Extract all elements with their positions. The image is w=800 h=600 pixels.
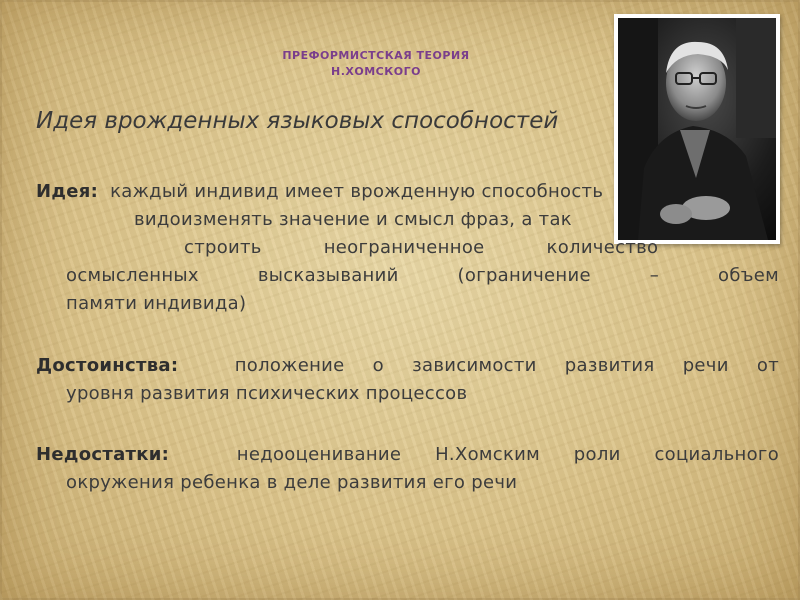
idea-line-1: каждый индивид имеет врожденную способность (110, 181, 604, 202)
slide-subtitle: Идея врожденных языковых способностей (36, 108, 559, 134)
title-line-1: ПРЕФОРМИСТСКАЯ ТЕОРИЯ (282, 49, 470, 62)
slide-title (236, 48, 516, 80)
drawbacks-line-2: окружения ребенка в деле развития его речи (66, 472, 518, 493)
drawbacks-label: Недостатки: (36, 444, 170, 465)
idea-line-2: видоизменять значение и смысл фраз, а так (134, 209, 572, 230)
idea-line-3: строить неограниченное количество (184, 237, 659, 258)
advantages-line-2: уровня развития психических процессов (66, 383, 468, 404)
idea-paragraph (36, 178, 779, 318)
drawbacks-paragraph (36, 441, 779, 497)
title-line-2: Н.ХОМСКОГО (331, 65, 421, 78)
advantages-paragraph (36, 352, 779, 408)
idea-line-4: осмысленных высказываний (ограничение – объем (66, 265, 779, 286)
drawbacks-line-1: недооценивание Н.Хомским роли социального (236, 444, 780, 465)
idea-line-5: памяти индивида) (66, 293, 247, 314)
idea-label: Идея: (36, 181, 99, 202)
advantages-label: Достоинства: (36, 355, 179, 376)
advantages-line-1: положение о зависимости развития речи от (234, 355, 779, 376)
